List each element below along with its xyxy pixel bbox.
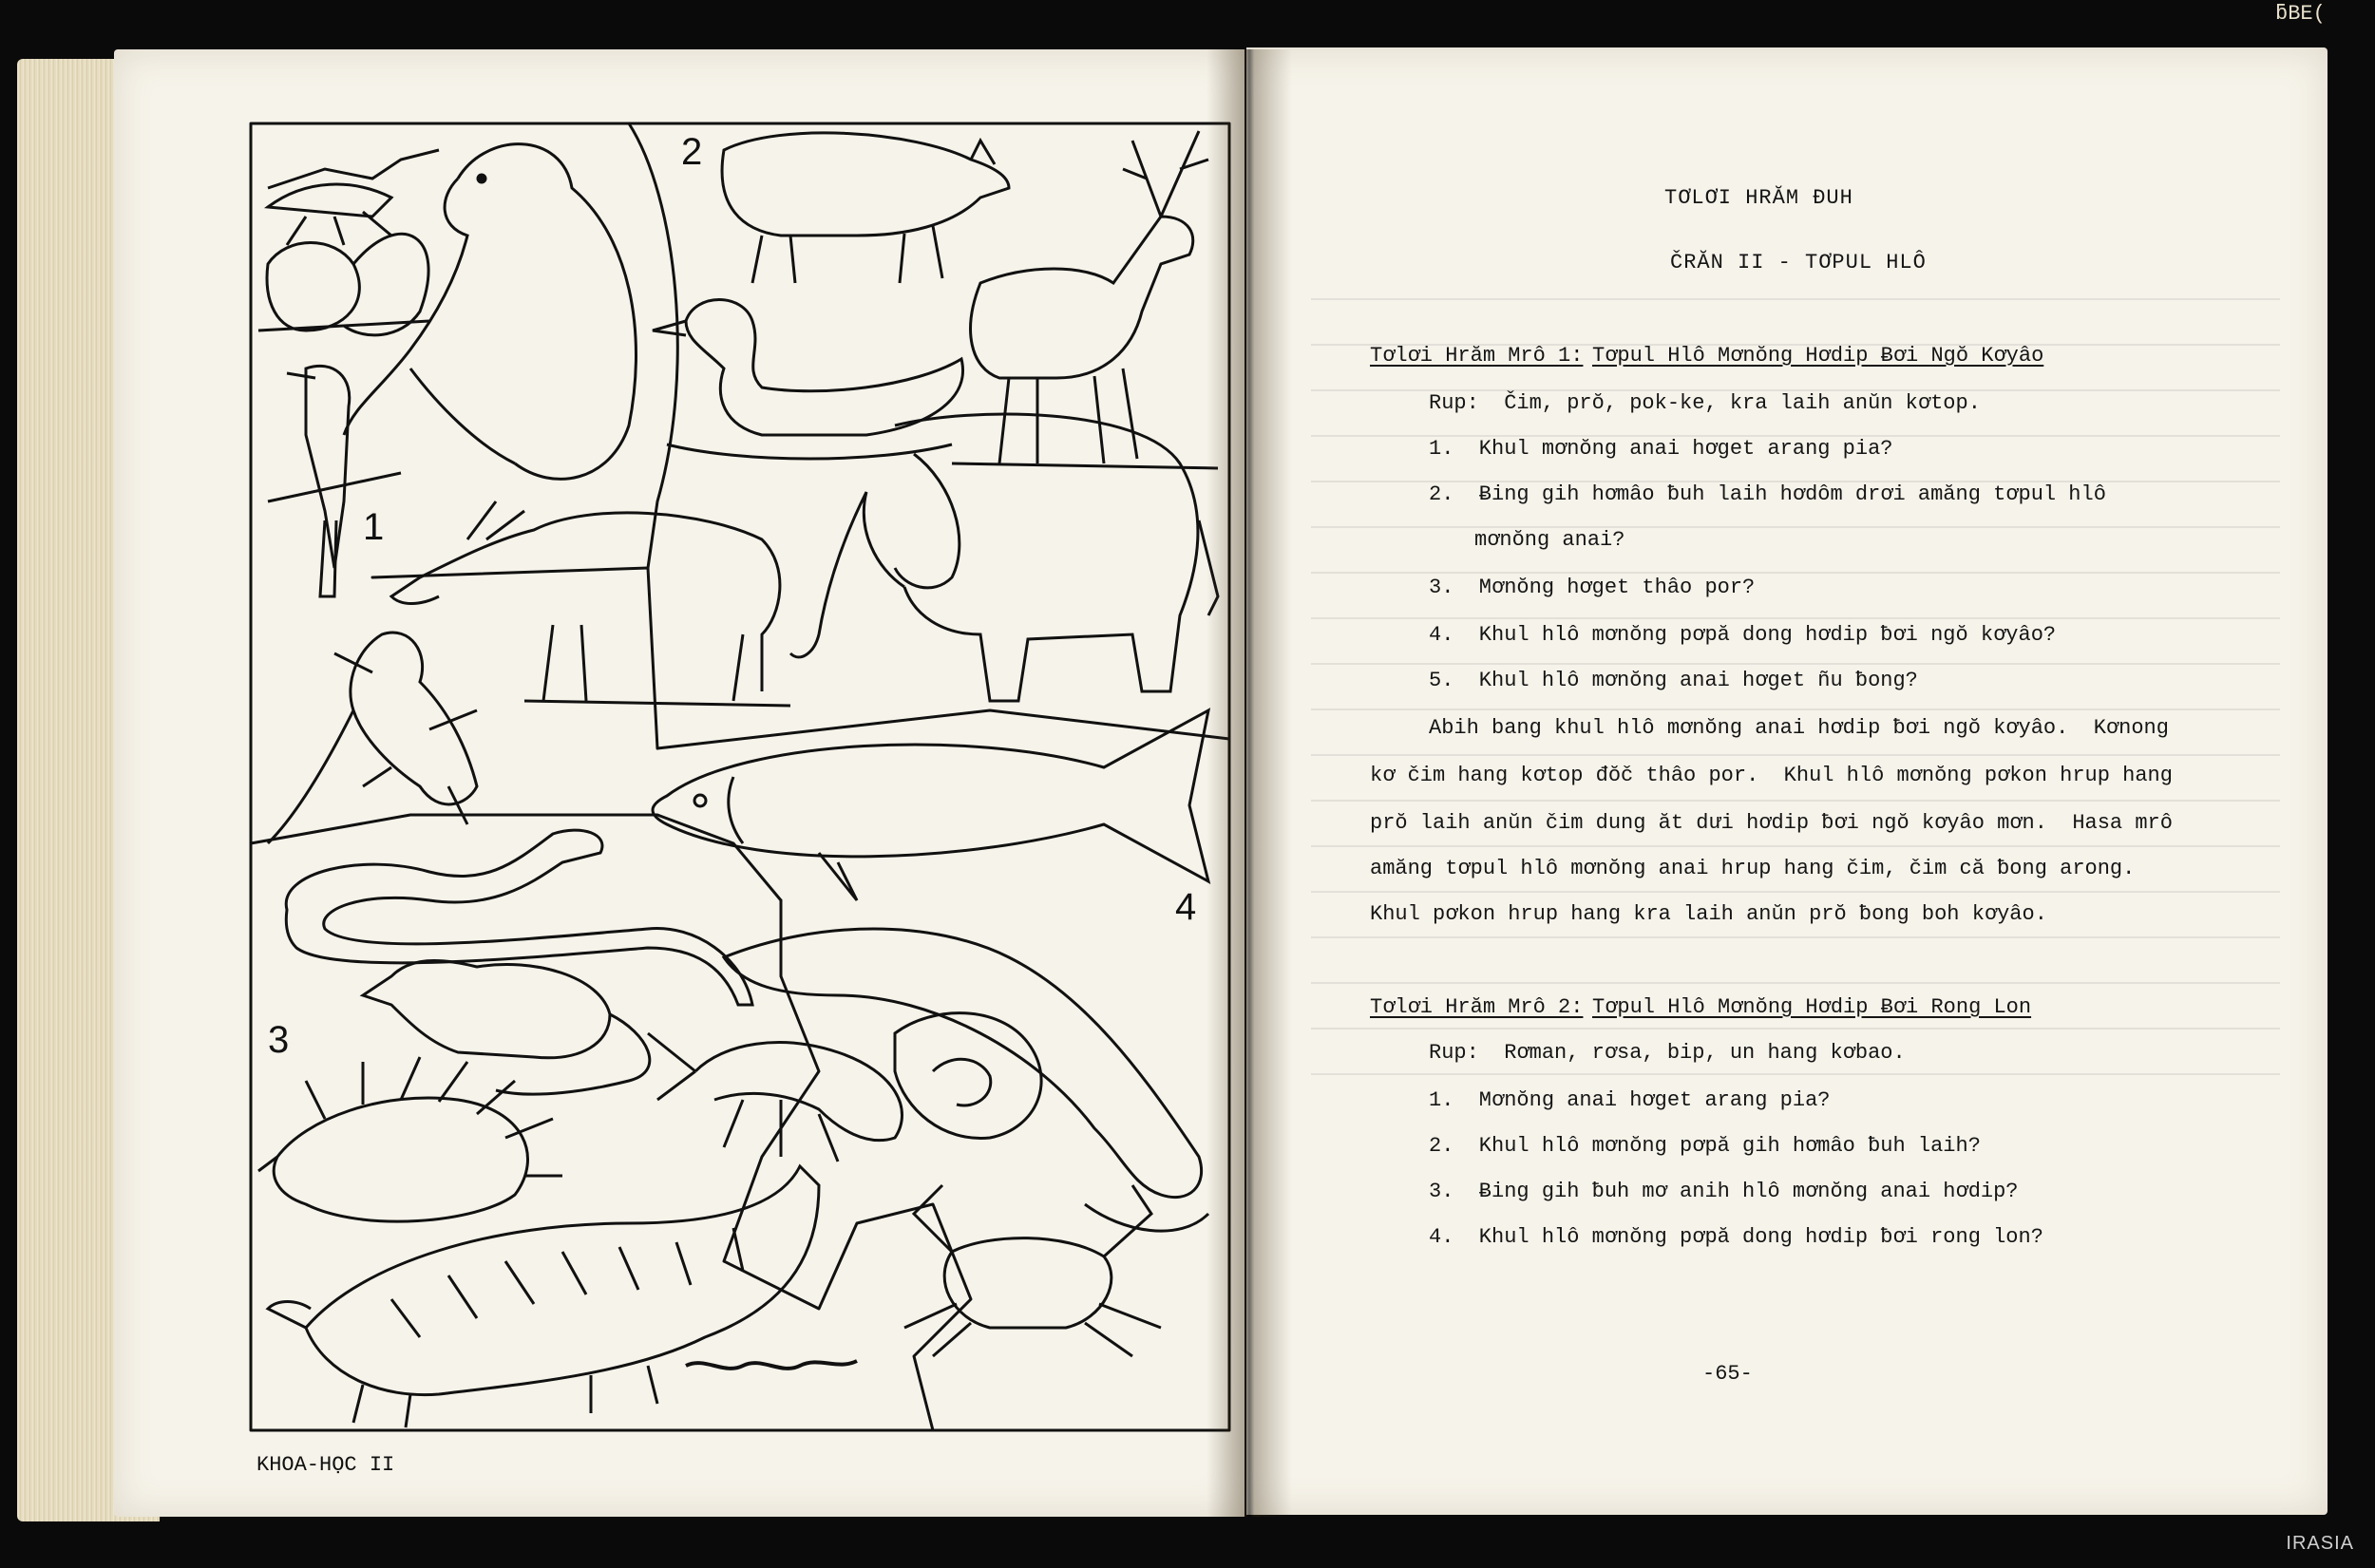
running-title: TƠLƠI HRĂM ĐUH (1664, 186, 1853, 210)
pig-drawing (722, 133, 1009, 283)
lizard-drawing (268, 633, 477, 843)
divider-4 (724, 900, 971, 1430)
crab-drawing (904, 1185, 1161, 1356)
page-number: -65- (1702, 1362, 1753, 1386)
animal-plate-drawing (249, 122, 1231, 1432)
plate-frame (251, 123, 1229, 1430)
eel-drawing (724, 929, 1208, 1231)
book-gutter (1206, 49, 1292, 1517)
lesson1-paragraph-line-2: kơ čim hang kơtop đŏč thâo por. Khul hlô mơnŏng pơkon hrup hang (1370, 764, 2173, 787)
lesson2-title: Tơpul Hlô Mơnŏng Hơdip Ƀơi Rong Lon (1592, 995, 2032, 1019)
plate-number-1: 1 (363, 506, 385, 548)
watermark: IRASIA (2286, 1533, 2354, 1554)
lesson2-rup: Rup: Rơman, rơsa, bip, un hang kơbao. (1429, 1041, 1906, 1065)
lesson1-label: Tơlơi Hrăm Mrô 1: (1370, 344, 1584, 368)
divider-3-upper (251, 815, 781, 900)
duck-drawing (653, 300, 963, 460)
plate-number-4: 4 (1175, 886, 1197, 928)
woodpecker-drawing (268, 366, 401, 596)
lesson1-question-2-cont: mơnŏng anai? (1474, 528, 1625, 552)
rat-drawing (363, 960, 650, 1094)
lesson1-title: Tơpul Hlô Mơnŏng Hơdip Ƀơi Ngŏ Kơyâo (1592, 344, 2044, 368)
snake-drawing (286, 830, 752, 1005)
plate-number-2: 2 (681, 131, 703, 173)
plate-number-3: 3 (268, 1019, 290, 1061)
lesson2-question-4: 4. Khul hlô mơnŏng pơpă dong hơdip ƀơi rong lon? (1429, 1225, 2043, 1249)
lesson2-question-1: 1. Mơnŏng anai hơget arang pia? (1429, 1088, 1831, 1112)
shell-drawing (895, 1013, 1041, 1139)
chapter-title: ČRĂN II - TƠPUL HLÔ (1670, 251, 1927, 274)
lesson2-label: Tơlơi Hrăm Mrô 2: (1370, 995, 1584, 1019)
porcupine-drawing (258, 1057, 562, 1221)
animal-illustration-plate (249, 122, 1231, 1432)
deer-drawing (952, 131, 1218, 468)
pangolin-drawing (268, 1166, 819, 1427)
shrimp-drawing (648, 1033, 902, 1162)
lesson1-question-1: 1. Khul mơnŏng anai hơget arang pia? (1429, 437, 1893, 461)
lesson1-paragraph-line-3: prŏ laih anŭn čim dung ăt dưi hơdip ƀơi ngŏ kơyâo mơn. Hasa mrô (1370, 811, 2173, 835)
lesson1-paragraph-line-1: Abih bang khul hlô mơnŏng anai hơdip ƀơi ngŏ kơyâo. Kơnong (1429, 716, 2169, 740)
worm-drawing (686, 1361, 857, 1369)
lesson1-paragraph-line-4: amăng tơpul hlô mơnŏng anai hrup hang čim, čim că ƀong arong. (1370, 857, 2136, 880)
grasshopper-drawing (268, 150, 439, 245)
lesson1-question-2: 2. Ƀing gih hơmâo ƀuh laih hơdôm drơi amăng tơpul hlô (1429, 482, 2106, 506)
lesson1-question-4: 4. Khul hlô mơnŏng pơpă dong hơdip ƀơi ngŏ kơyâo? (1429, 623, 2057, 647)
lesson2-question-2: 2. Khul hlô mơnŏng pơpă gih hơmâo ƀuh laih? (1429, 1134, 1981, 1158)
goat-drawing (391, 501, 790, 706)
lesson2-question-3: 3. Ƀing gih ƀuh mơ anih hlô mơnŏng anai hơdip? (1429, 1180, 2019, 1203)
lesson1-paragraph-line-5: Khul pơkon hrup hang kra laih anŭn prŏ ƀong boh kơyâo. (1370, 902, 2047, 926)
lesson1-question-3: 3. Mơnŏng hơget thâo por? (1429, 576, 1756, 599)
lesson1-rup: Rup: Čim, prŏ, pok-ke, kra laih anŭn kơtop. (1429, 391, 1981, 415)
lesson1-question-5: 5. Khul hlô mơnŏng anai hơget ñu ƀong? (1429, 669, 1918, 692)
squirrel-drawing (258, 234, 429, 335)
left-page-footer: KHOA-HỌC II (256, 1453, 395, 1477)
corner-mark: ƃBE( (2275, 2, 2326, 26)
